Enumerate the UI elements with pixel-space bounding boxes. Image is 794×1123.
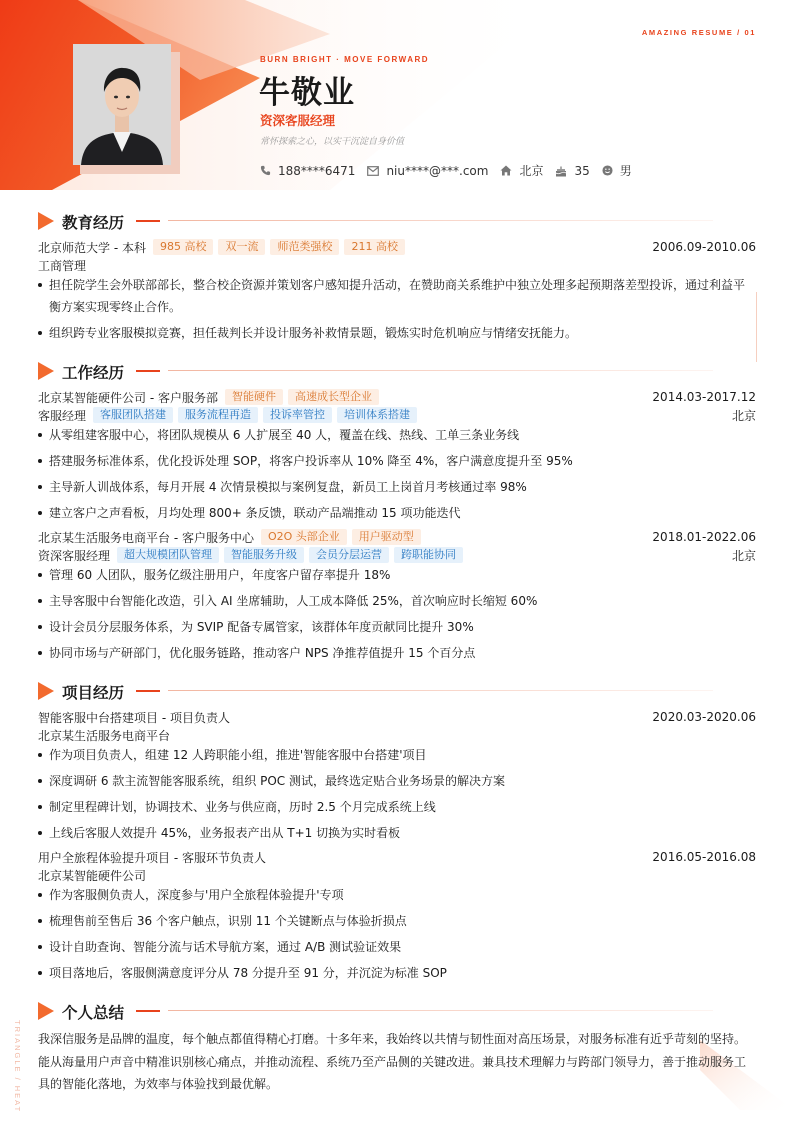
skill-tag: 培训体系搭建 bbox=[337, 407, 417, 423]
section-accent-dash bbox=[136, 690, 160, 692]
project-bullet-text: 制定里程碑计划，协调技术、业务与供应商，历时 2.5 个月完成系统上线 bbox=[49, 800, 436, 814]
company-tag: 高速成长型企业 bbox=[288, 389, 379, 405]
job-position: 资深客服经理 bbox=[38, 548, 111, 563]
contact-gender bbox=[602, 162, 632, 179]
home-icon bbox=[500, 165, 512, 176]
education-tag: 211 高校 bbox=[344, 239, 405, 255]
project-bullet bbox=[38, 962, 756, 984]
brand-label: AMAZING RESUME / 01 bbox=[641, 28, 756, 37]
job-date: 2018.01-2022.06 bbox=[652, 530, 756, 544]
summary-paragraph bbox=[38, 1028, 753, 1096]
candidate-name: 牛敬业 bbox=[259, 75, 355, 111]
education-header-row bbox=[38, 238, 756, 256]
education-school: 北京师范大学 - 本科 bbox=[38, 240, 146, 255]
city-text: 北京 bbox=[519, 164, 544, 178]
company-tag: 智能硬件 bbox=[225, 389, 283, 405]
project-bullet bbox=[38, 936, 756, 958]
education-major: 工商管理 bbox=[38, 258, 87, 273]
section-title-projects: 项目经历 bbox=[62, 684, 125, 702]
job-bullet bbox=[38, 590, 756, 612]
triangle-icon bbox=[38, 362, 54, 380]
section-accent-dash bbox=[136, 370, 160, 372]
education-bullet bbox=[38, 274, 756, 296]
job-position-row bbox=[38, 546, 756, 564]
project-bullet bbox=[38, 822, 756, 844]
project-org: 北京某智能硬件公司 bbox=[38, 868, 147, 883]
education-tag: 双一流 bbox=[218, 239, 265, 255]
contact-email bbox=[367, 164, 488, 178]
job-bullet bbox=[38, 502, 756, 524]
avatar-photo bbox=[73, 44, 171, 165]
job-header-row bbox=[38, 388, 756, 406]
education-bullet-continuation: 衡方案实现零终止合作。 bbox=[49, 300, 182, 314]
section-divider bbox=[168, 1010, 713, 1011]
company-tag: O2O 头部企业 bbox=[261, 529, 347, 545]
company-tag: 用户驱动型 bbox=[352, 529, 421, 545]
job-date: 2014.03-2017.12 bbox=[652, 390, 756, 404]
summary-line: 能从海量用户声音中精准识别核心痛点，并推动流程、系统乃至产品侧的关键改进。兼具技术理解力与跨部门领导力，善于推动服务工 bbox=[38, 1054, 747, 1069]
job-bullet bbox=[38, 450, 756, 472]
job-company: 北京某生活服务电商平台 - 客户服务中心 bbox=[38, 530, 254, 545]
education-major-row bbox=[38, 256, 756, 274]
section-divider bbox=[168, 690, 713, 691]
project-header-row bbox=[38, 848, 756, 866]
project-bullet-text: 梳理售前至售后 36 个客户触点，识别 11 个关键断点与体验折损点 bbox=[49, 914, 407, 928]
job-bullet bbox=[38, 642, 756, 664]
project-name: 智能客服中台搭建项目 - 项目负责人 bbox=[38, 710, 230, 725]
project-bullet bbox=[38, 910, 756, 932]
contact-city bbox=[500, 162, 543, 179]
education-bullet-text: 担任院学生会外联部部长，整合校企资源并策划客户感知提升活动，在赞助商关系维护中独立处理多起预期落差型投诉，通过利益平 bbox=[49, 278, 746, 292]
education-bullet bbox=[38, 322, 756, 344]
candidate-role: 资深客服经理 bbox=[260, 113, 336, 128]
gender-text: 男 bbox=[619, 164, 632, 178]
project-bullet-text: 项目落地后，客服侧满意度评分从 78 分提升至 91 分，并沉淀为标准 SOP bbox=[49, 966, 447, 980]
section-title-education: 教育经历 bbox=[62, 214, 125, 232]
project-date: 2020.03-2020.06 bbox=[652, 710, 756, 724]
education-tag: 985 高校 bbox=[153, 239, 214, 255]
skill-tag: 投诉率管控 bbox=[263, 407, 332, 423]
job-bullet-text: 建立客户之声看板，月均处理 800+ 条反馈，联动产品端推动 15 项功能迭代 bbox=[49, 506, 461, 520]
project-date: 2016.05-2016.08 bbox=[652, 850, 756, 864]
job-location: 北京 bbox=[731, 548, 756, 563]
job-bullet-text: 从零组建客服中心，将团队规模从 6 人扩展至 40 人，覆盖在线、热线、工单三条业务线 bbox=[49, 428, 520, 442]
project-bullet bbox=[38, 770, 756, 792]
skill-tag: 会员分层运营 bbox=[309, 547, 389, 563]
summary-line: 我深信服务是品牌的温度，每个触点都值得精心打磨。十多年来，我始终以共情与韧性面对高压场景，对服务标准有近乎苛刻的坚持。 bbox=[38, 1032, 747, 1046]
job-bullet-text: 管理 60 人团队，服务亿级注册用户，年度客户留存率提升 18% bbox=[49, 568, 391, 582]
mail-icon bbox=[367, 166, 379, 176]
job-bullet bbox=[38, 424, 756, 446]
job-bullet bbox=[38, 564, 756, 586]
education-tag: 师范类强校 bbox=[270, 239, 339, 255]
project-header-row bbox=[38, 708, 756, 726]
project-bullet bbox=[38, 796, 756, 818]
section-title-summary: 个人总结 bbox=[62, 1004, 125, 1022]
section-title-work: 工作经历 bbox=[62, 364, 125, 382]
side-accent-bar bbox=[756, 292, 757, 362]
job-bullet-text: 主导新人训战体系，每月开展 4 次情景模拟与案例复盘，新员工上岗首月考核通过率 98% bbox=[49, 480, 527, 494]
job-company: 北京某智能硬件公司 - 客户服务部 bbox=[38, 390, 218, 405]
job-position-row bbox=[38, 406, 756, 424]
skill-tag: 跨职能协同 bbox=[394, 547, 463, 563]
project-org: 北京某生活服务电商平台 bbox=[38, 728, 171, 743]
triangle-icon bbox=[38, 1002, 54, 1020]
education-bullet-text: 组织跨专业客服模拟竞赛，担任裁判长并设计服务补救情景题，锻炼实时危机响应与情绪安抚能力。 bbox=[49, 326, 578, 340]
email-text: niu****@***.com bbox=[386, 163, 489, 178]
job-bullet bbox=[38, 476, 756, 498]
candidate-slogan: 常怀探索之心，以实干沉淀自身价值 bbox=[260, 137, 405, 147]
section-accent-dash bbox=[136, 1010, 160, 1012]
header-motto: BURN BRIGHT · MOVE FORWARD bbox=[260, 55, 430, 64]
project-bullet bbox=[38, 744, 756, 766]
project-bullet-text: 作为项目负责人，组建 12 人跨职能小组，推进'智能客服中台搭建'项目 bbox=[49, 748, 427, 762]
project-bullet bbox=[38, 884, 756, 906]
project-bullet-text: 深度调研 6 款主流智能客服系统，组织 POC 测试，最终选定贴合业务场景的解决方案 bbox=[49, 774, 505, 788]
project-bullet-text: 设计自助查询、智能分流与话术导航方案，通过 A/B 测试验证效果 bbox=[49, 940, 402, 954]
project-name: 用户全旅程体验提升项目 - 客服环节负责人 bbox=[38, 850, 266, 865]
job-bullet-text: 搭建服务标准体系，优化投诉处理 SOP，将客户投诉率从 10% 降至 4%，客户满意度提升至 95% bbox=[49, 454, 573, 468]
section-accent-dash bbox=[136, 220, 160, 222]
section-divider bbox=[168, 370, 713, 371]
side-vertical-label: TRIANGLE / HEAT bbox=[13, 1020, 22, 1114]
education-date: 2006.09-2010.06 bbox=[652, 240, 756, 254]
phone-icon bbox=[260, 165, 271, 176]
job-bullet bbox=[38, 616, 756, 638]
smile-icon bbox=[602, 165, 613, 176]
section-divider bbox=[168, 220, 713, 221]
contact-age bbox=[555, 164, 589, 178]
project-bullet-text: 上线后客服人效提升 45%，业务报表产出从 T+1 切换为实时看板 bbox=[49, 826, 401, 840]
project-org-row bbox=[38, 866, 756, 884]
project-bullet-text: 作为客服侧负责人，深度参与'用户全旅程体验提升'专项 bbox=[49, 888, 344, 902]
project-org-row bbox=[38, 726, 756, 744]
skill-tag: 客服团队搭建 bbox=[93, 407, 173, 423]
skill-tag: 超大规模团队管理 bbox=[117, 547, 219, 563]
job-header-row bbox=[38, 528, 756, 546]
job-position: 客服经理 bbox=[38, 408, 87, 423]
age-text: 35 bbox=[574, 163, 590, 178]
summary-line: 具的智能化落地，为效率与体验找到最优解。 bbox=[38, 1077, 279, 1091]
cake-icon bbox=[555, 165, 567, 177]
triangle-icon bbox=[38, 682, 54, 700]
triangle-icon bbox=[38, 212, 54, 230]
contact-phone bbox=[260, 164, 355, 178]
job-bullet-text: 主导客服中台智能化改造，引入 AI 坐席辅助，人工成本降低 25%，首次响应时长缩短 60% bbox=[49, 594, 538, 608]
job-bullet-text: 设计会员分层服务体系，为 SVIP 配备专属管家，该群体年度贡献同比提升 30% bbox=[49, 620, 474, 634]
skill-tag: 智能服务升级 bbox=[224, 547, 304, 563]
job-location: 北京 bbox=[731, 408, 756, 423]
contact-bar bbox=[260, 162, 644, 179]
phone-text: 188****6471 bbox=[278, 163, 356, 178]
job-bullet-text: 协同市场与产研部门，优化服务链路，推动客户 NPS 净推荐值提升 15 个百分点 bbox=[49, 646, 476, 660]
skill-tag: 服务流程再造 bbox=[178, 407, 258, 423]
